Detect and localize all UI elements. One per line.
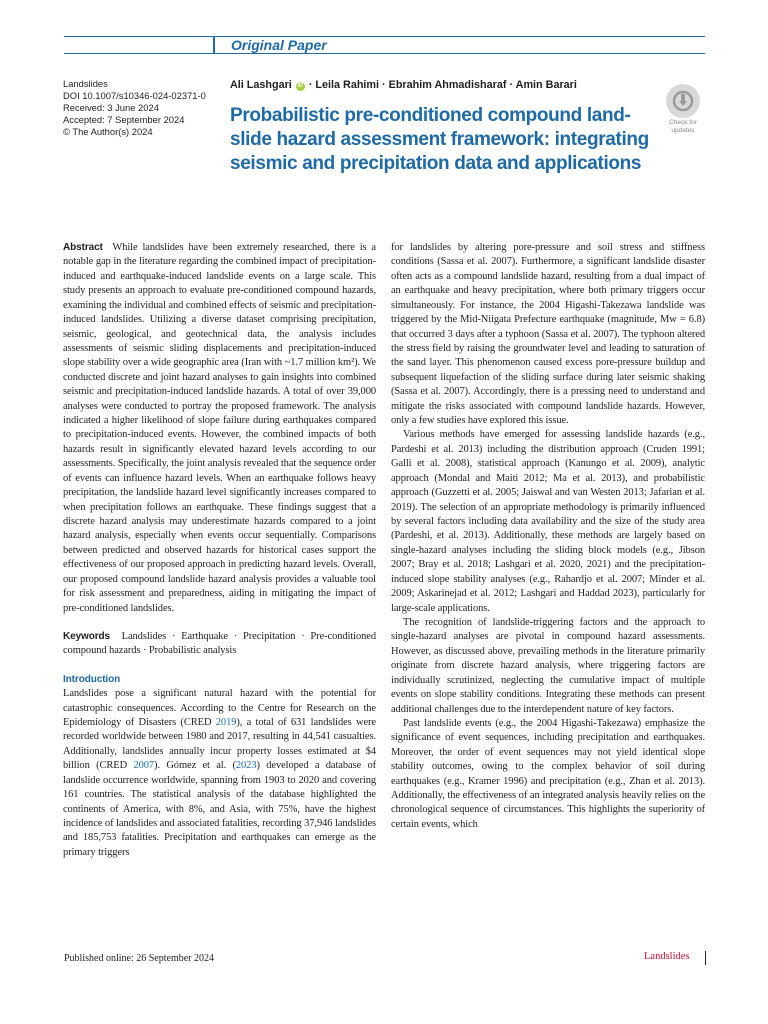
keywords-text: Landslides · Earthquake · Precipitation · Pre-conditioned compound hazards · Probabilistic analysis (63, 630, 376, 657)
section-heading-introduction: Introduction (63, 673, 121, 685)
keywords (63, 630, 376, 659)
text-run: ). Gómez et al. ( (154, 760, 236, 772)
article-meta (63, 78, 213, 138)
author-name[interactable]: Ali Lashgari (230, 79, 292, 91)
author-separator: · (509, 79, 514, 91)
check-updates-icon (666, 84, 700, 118)
author-list (230, 78, 577, 92)
text-run: ), a total of 631 landslides were recorded worldwide between 1980 and 2017, resulting in 44,541 casualties. Additionally, landslides annually incur property losses estimated at $4 billion (CRED (63, 717, 376, 772)
check-updates-line1: Check for (669, 119, 697, 126)
meta-copyright: © The Author(s) 2024 (63, 126, 153, 137)
header-rule-tab (213, 36, 215, 54)
orcid-icon[interactable]: iD (297, 83, 304, 89)
text-run: Landslides pose a significant natural hazard with the potential for catastrophic consequences. According to the Centre for Research on the Epidemiology of Disasters (CRED (63, 688, 376, 729)
intro-paragraph-4: The recognition of landslide-triggering factors and the approach to single-hazard analyses are pivotal in compound hazard assessments. However, as discussed above, prevailing methods in the literature primarily originate from discrete hazard analysis, where triggering factors are individually scrutinized, neglecting the cumulative impact of multiple events on slope stability conditions. Integrating these methods can present additional challenges due to the interdependent nature of key factors. (391, 616, 705, 715)
published-online-date: Published online: 26 September 2024 (64, 953, 214, 964)
meta-accepted: Accepted: 7 September 2024 (63, 114, 185, 125)
author-name[interactable]: Ebrahim Ahmadisharaf (388, 79, 507, 91)
keywords-label: Keywords (63, 630, 110, 642)
meta-doi[interactable]: DOI 10.1007/s10346-024-02371-0 (63, 90, 206, 101)
abstract-label: Abstract (63, 242, 103, 253)
citation-link[interactable]: 2007 (133, 760, 155, 772)
spacer (63, 659, 376, 673)
author-name[interactable]: Leila Rahimi (315, 79, 380, 91)
abstract (63, 241, 376, 616)
intro-paragraph-5: Past landslide events (e.g., the 2004 Higashi-Takezawa) emphasize the significance of event sequences, including precipitation and earthquakes. Moreover, the order of event sequences may not yield identical slope stability outcomes, owing to the complex behavior of soil during earthquakes (e.g., Kramer 1996) and precipitation (e.g., Zhan et al. 2013). Additionally, the effectiveness of an integrated analysis heavily relies on the chronological sequence of circumstances. This highlights the superiority of certain events, which (391, 717, 705, 830)
citation-link[interactable]: 2019 (215, 717, 237, 729)
author-separator: · (382, 79, 386, 91)
section-label: Original Paper (231, 37, 327, 53)
author-separator: · (308, 79, 313, 91)
text-run: ) developed a database of landslide occurrence worldwide, spanning from 1903 to 2020 and covering 161 countries. The statistical analysis of the database highlighted the continents of America, with 8%, and Asia, with 75%, have the highest incidence of landslides and associated fatalities, recording 37,946 landslides and 185,753 fatalities. Precipitation and earthquakes can emerge as the primary triggers (63, 760, 376, 858)
footer-divider (705, 951, 706, 965)
intro-paragraph-2: for landslides by altering pore-pressure and soil stress and stiffness conditions (Sassa et al. 2007). Furthermore, a significant landslide disaster often acts as a compound landslide hazard, resulting from a dual impact of an earthquake and heavy precipitation, where both primary triggers occur simultaneously. For instance, the 2004 Higashi-Takezawa landslide was triggered by the Mid-Niigata Prefecture earthquake (magnitude, Mw = 6.8) that occurred 3 days after a typhoon (Sassa et al. 2007). The typhoon altered the stress field by raising the groundwater level and leading to saturation of the sand layer. This phenomenon caused excess pore-pressure buildup and subsequent liquefaction of the sliding surface during later seismic shaking (Sassa et al. 2007). Accordingly, there is a pressing need to understand and mitigate the risks associated with compound landslide hazards. However, only a few studies have explored this issue. (391, 242, 705, 427)
author-name[interactable]: Amin Barari (515, 79, 577, 91)
check-for-updates-badge[interactable] (664, 84, 702, 134)
abstract-text: While landslides have been extremely researched, there is a notable gap in the literature regarding the combined impact of precipitation-induced and earthquake-induced landslide events on a large scale. This study presents an approach to evaluate pre-conditioned compound hazards, examining the individual and combined effects of seismic and precipitation-induced landslides. Utilizing a diverse dataset comprising precipitation, seismic, geological, and geotechnical data, the analysis includes assessments of seismic sliding displacements and precipitation-induced slope stability over a wide geographic area (Iran with ~1.7 million km²). We conducted discrete and joint hazard analyses to gain insights into combined seismic and precipitation-induced landslide hazards. A total of over 39,000 analyses were conducted to portray the proposed framework. The analysis indicated a higher likelihood of slope failure during earthquakes compared to precipitation-induced events. However, the combined impacts of both hazards result in significantly elevated hazard levels according to our assessments. Specifically, the joint analysis revealed that the sequence order of events can influence hazard levels. When an earthquake follows heavy precipitation, the landslide hazard level significantly increases compared to when precipitation follows an earthquake. These findings suggest that a discrete hazard analysis may underestimate hazards compared to a joint hazard analysis, especially when events occur sequentially. Comparisons between predicted and observed hazards for historical cases support the effectiveness of our proposed approach in predicting hazard levels. Overall, our proposed compound landslide hazard analysis provides a valuable tool for risk assessment and preparedness, aiding in mitigating the impact of pre-conditioned landslides. (63, 242, 376, 614)
citation-link[interactable]: 2023 (235, 760, 257, 772)
article-title: Probabilistic pre-conditioned compound land-slide hazard assessment framework: integrating seismic and precipitation data and applications (230, 105, 649, 174)
header-rule (64, 36, 705, 54)
right-column (391, 241, 705, 832)
meta-journal: Landslides (63, 78, 108, 89)
spacer (63, 616, 376, 630)
meta-received: Received: 3 June 2024 (63, 102, 159, 113)
footer-journal-name: Landslides (644, 951, 690, 962)
intro-paragraph-3: Various methods have emerged for assessing landslide hazards (e.g., Pardeshi et al. 2013) including the distribution approach (Cruden 1991; Galli et al. 2008), statistical approach (Kanungo et al. 2009), analytic approach (Mondal and Maiti 2012; Ma et al. 2013), and probabilistic approach (Guzzetti et al. 2005; Jaiswal and van Westen 2013; Jafarian et al. 2019). The selection of an appropriate methodology is primarily influenced by several factors including data availability and the size of the study area (Pardeshi, et al. 2013). Additionally, these methods are largely based on single-hazard analyses including the sliding block models (e.g., Jibson 2007; Bray et al. 2018; Lashgari et al. 2020, 2021) and the precipitation-induced slope stability analyses (e.g., Rahardjo et al. 2007; Minder et al. 2009; Askarinejad et al. 2012; Lashgari and Haddad 2023), particularly for large-scale applications. (391, 429, 705, 614)
intro-paragraph-1 (63, 687, 376, 860)
check-updates-line2: updates (671, 127, 695, 134)
left-column (63, 241, 376, 860)
